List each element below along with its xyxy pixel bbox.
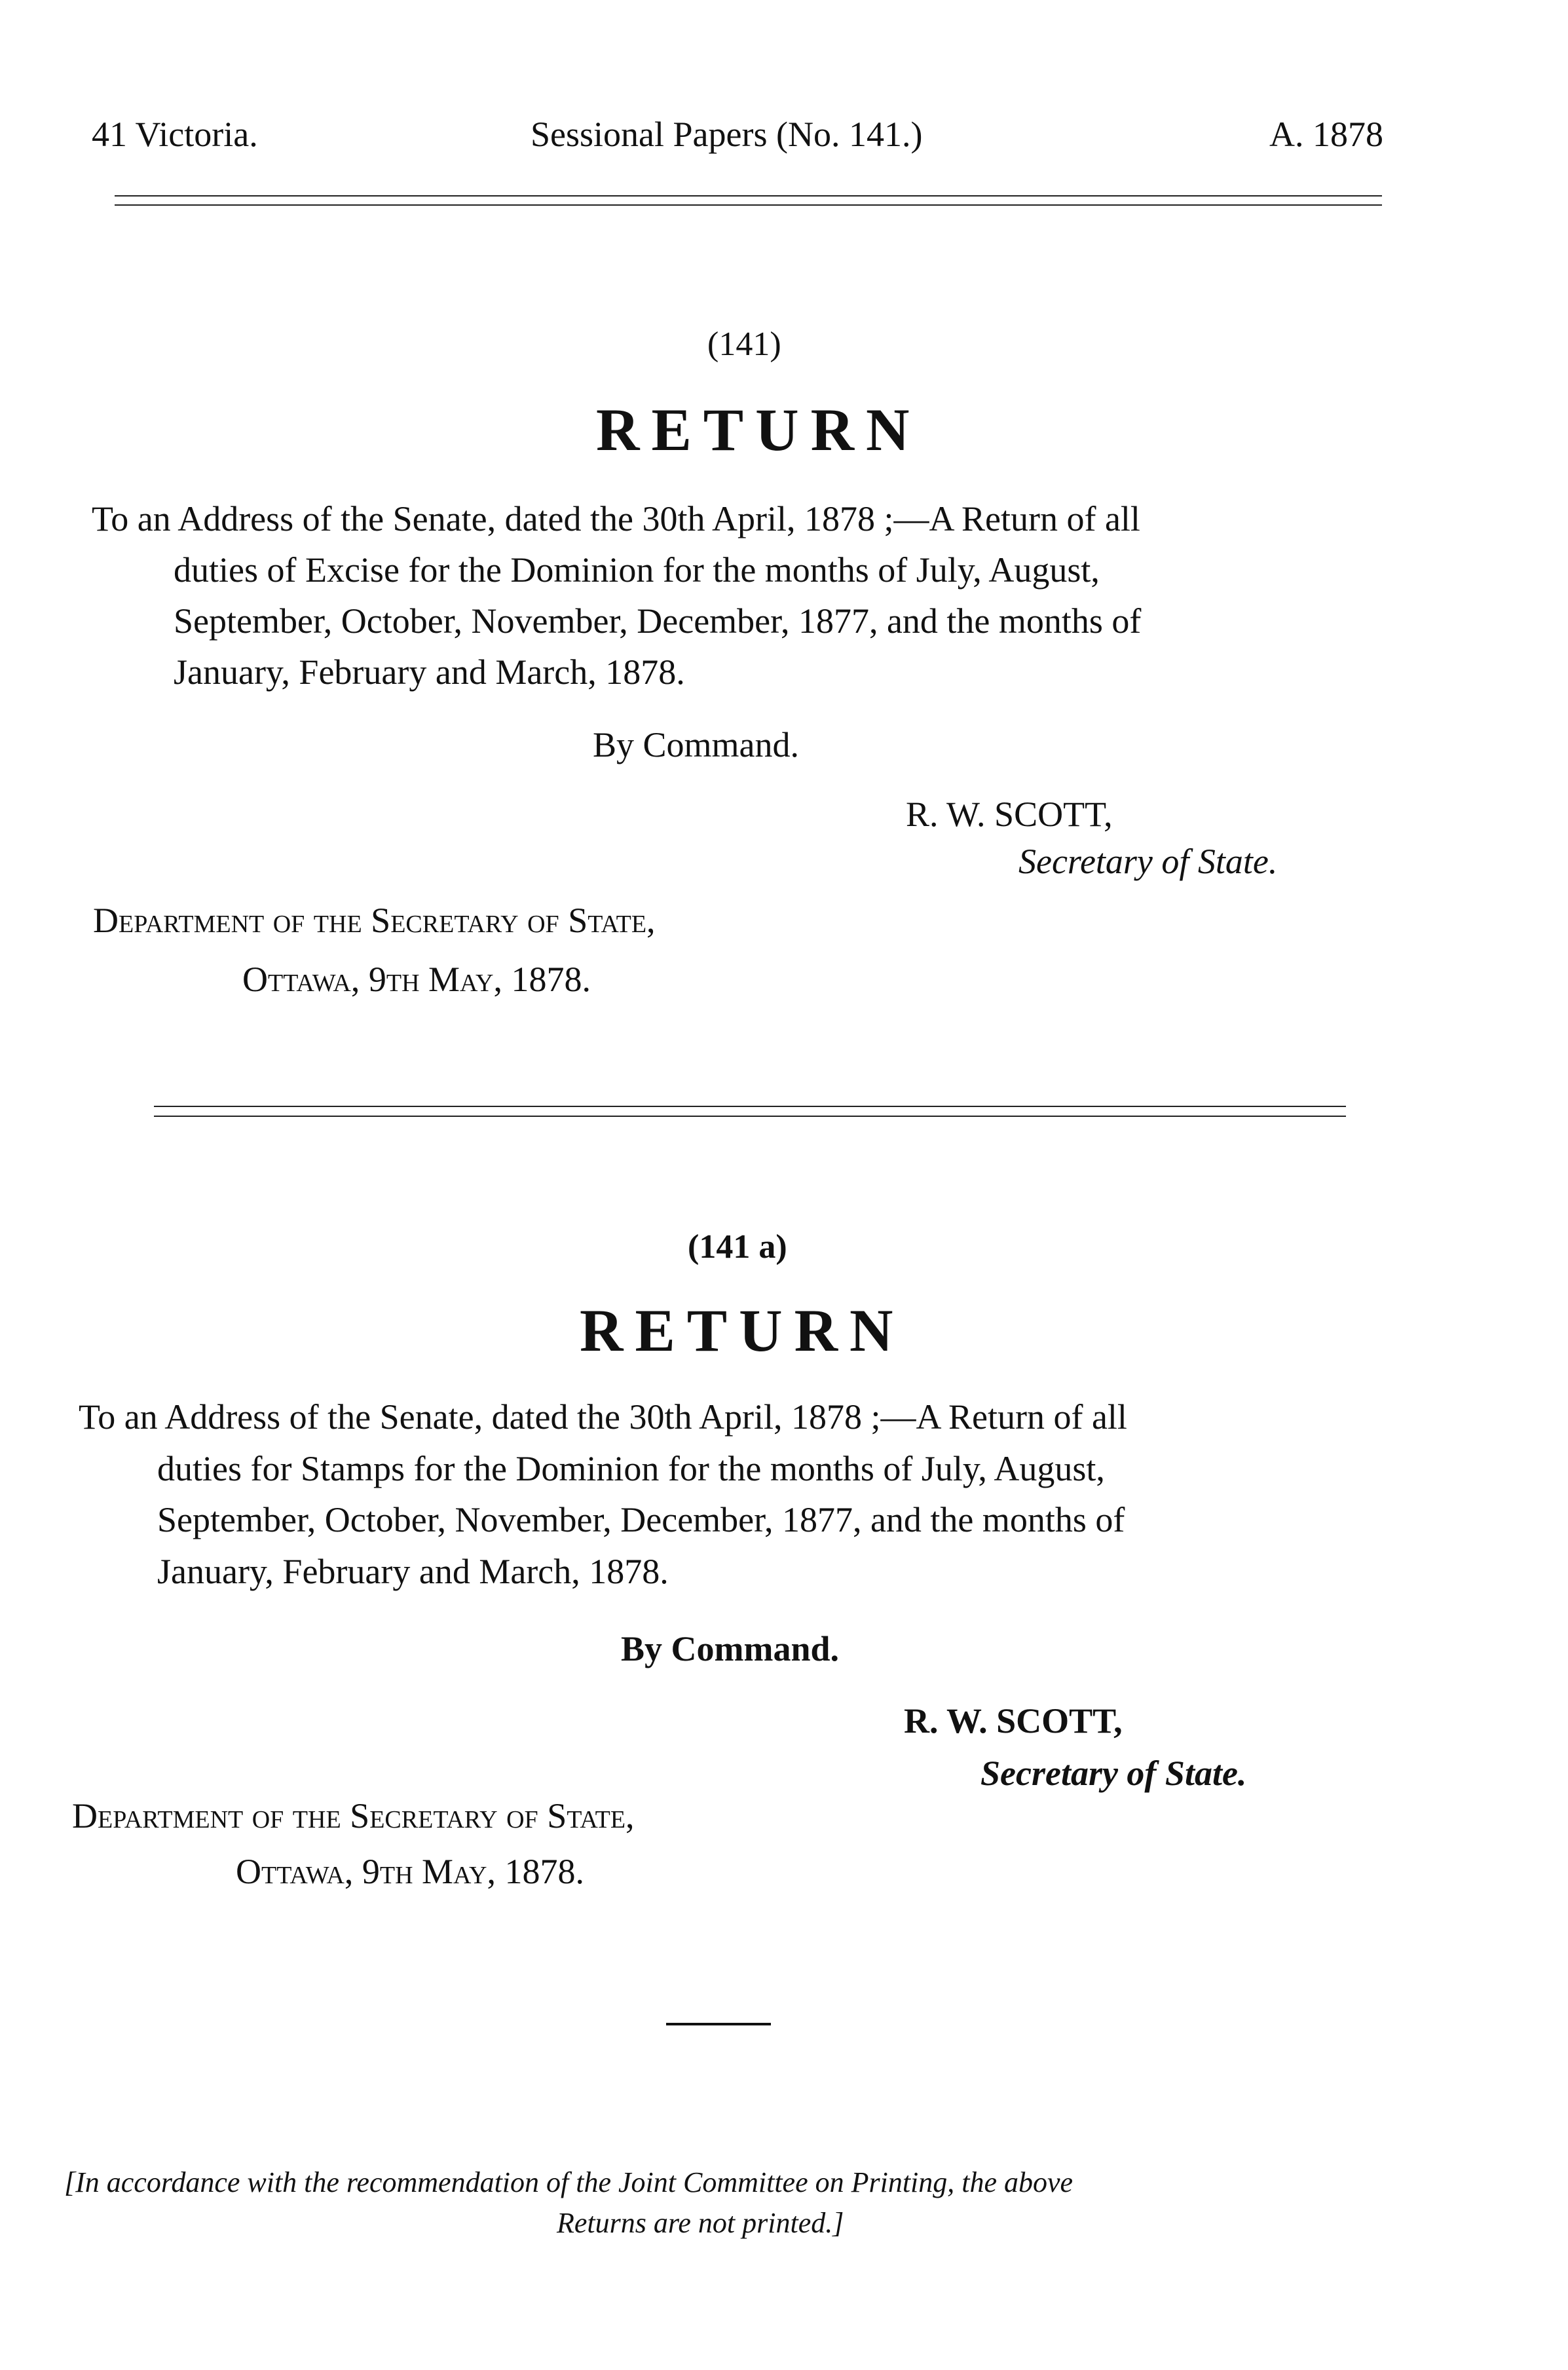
section2-place-date: Ottawa, 9th May, 1878. — [236, 1852, 584, 1891]
section2-signatory: R. W. SCOTT, — [904, 1701, 1123, 1740]
section1-signatory: R. W. SCOTT, — [906, 795, 1113, 834]
section2-department: Department of the Secretary of State, — [72, 1796, 635, 1835]
section2-line3: September, October, November, December, 1877, and the months of — [157, 1500, 1125, 1539]
section1-title: RETURN — [596, 396, 922, 463]
footnote-line1: [In accordance with the recommendation of the Joint Committee on Printing, the above — [64, 2166, 1073, 2198]
section2-line1 — [79, 1399, 1127, 1435]
section1-line2: duties of Excise for the Dominion for the months of July, August, — [174, 550, 1100, 590]
section1-number: (141) — [707, 326, 781, 363]
section1-signatory-title: Secretary of State. — [1018, 842, 1278, 881]
section1-line4: January, February and March, 1878. — [174, 652, 685, 692]
section2-line1-text: To an Address of the Senate, dated the 30th April, 1878 ;—A Return of all — [79, 1397, 1127, 1437]
header-center: Sessional Papers (No. 141.) — [531, 115, 923, 154]
middle-rule-bottom — [154, 1116, 1346, 1117]
section2-by-command: By Command. — [621, 1629, 840, 1668]
section2-line2: duties for Stamps for the Dominion for the months of July, August, — [157, 1449, 1105, 1488]
section1-by-command: By Command. — [593, 725, 800, 764]
section1-line3: September, October, November, December, 1877, and the months of — [174, 601, 1142, 641]
section2-line4: January, February and March, 1878. — [157, 1552, 669, 1591]
header-right: A. 1878 — [1269, 115, 1383, 154]
section2-title: RETURN — [580, 1297, 905, 1364]
section1-department: Department of the Secretary of State, — [93, 901, 656, 940]
footnote-line2: Returns are not printed.] — [557, 2207, 844, 2239]
section1-line1 — [92, 501, 1140, 536]
header-rule-top — [115, 195, 1382, 197]
middle-rule-top — [154, 1106, 1346, 1107]
section1-line1-text: To an Address of the Senate, dated the 30th April, 1878 ;—A Return of all — [92, 499, 1140, 538]
header-left: 41 Victoria. — [92, 115, 258, 154]
section2-number: (141 a) — [688, 1228, 787, 1266]
section2-signatory-title: Secretary of State. — [980, 1754, 1247, 1793]
header-rule-bottom — [115, 204, 1382, 206]
bottom-short-rule — [666, 2023, 771, 2025]
section1-place-date: Ottawa, 9th May, 1878. — [242, 960, 591, 999]
